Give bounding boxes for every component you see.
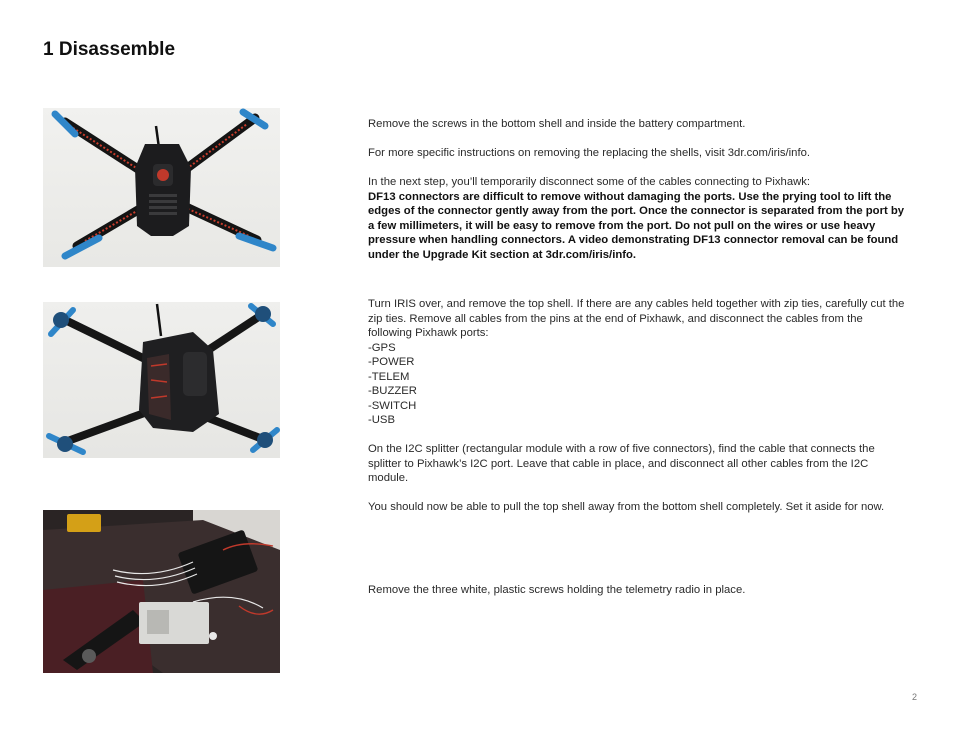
- df13-warning: DF13 connectors are difficult to remove without damaging the ports. Use the prying tool to lift the edges of the connector gently away from the port. Once the connector is separated from the port by a few millimeters, it will be easy to remove from the port. Do not pull on the wires or use heavy pressure when handling connectors. A video demonstrating DF13 connector removal can be found under the Upgrade Kit section at 3dr.com/iris/info.: [368, 190, 905, 261]
- photo-drone-bottom-view: [43, 108, 280, 267]
- step-3-paragraph-1: Remove the three white, plastic screws holding the telemetry radio in place.: [368, 584, 746, 596]
- step-1-paragraph-3: In the next step, you’ll temporarily disconnect some of the cables connecting to Pixhawk:: [368, 176, 811, 188]
- port-list-item: -GPS: [368, 341, 396, 354]
- port-list-item: -SWITCH: [368, 399, 417, 412]
- step-1-paragraph-2: For more specific instructions on removing the replacing the shells, visit 3dr.com/iris/info.: [368, 147, 811, 159]
- port-list-item: -POWER: [368, 356, 415, 368]
- step-1-instructions: [368, 117, 908, 262]
- page-title: 1 Disassemble: [43, 39, 176, 60]
- page-number: 2: [911, 692, 917, 702]
- step-2-paragraph-2: On the I2C splitter (rectangular module with a row of five connectors), find the cable that connects the splitter to Pixhawk’s I2C port. Leave that cable in place, and disconnect all other cables from the I2C module.: [368, 443, 875, 484]
- photo-telemetry-radio-closeup: [43, 510, 280, 673]
- photo-drone-top-view: [43, 302, 280, 458]
- step-1-paragraph-1: Remove the screws in the bottom shell and inside the battery compartment.: [368, 118, 746, 130]
- step-3-instructions: [368, 583, 908, 598]
- step-2-paragraph-3: You should now be able to pull the top shell away from the bottom shell completely. Set it aside for now.: [368, 501, 885, 513]
- port-list-item: -BUZZER: [368, 385, 417, 397]
- step-2-paragraph-1: Turn IRIS over, and remove the top shell. If there are any cables held together with zip ties, carefully cut the zip ties. Remove all cables from the pins at the end of Pixhawk, and disconnect the cables from the following Pixhawk ports:: [368, 298, 905, 339]
- port-list-item: -TELEM: [368, 370, 410, 383]
- step-2-instructions: [368, 297, 908, 515]
- port-list-item: -USB: [368, 414, 395, 426]
